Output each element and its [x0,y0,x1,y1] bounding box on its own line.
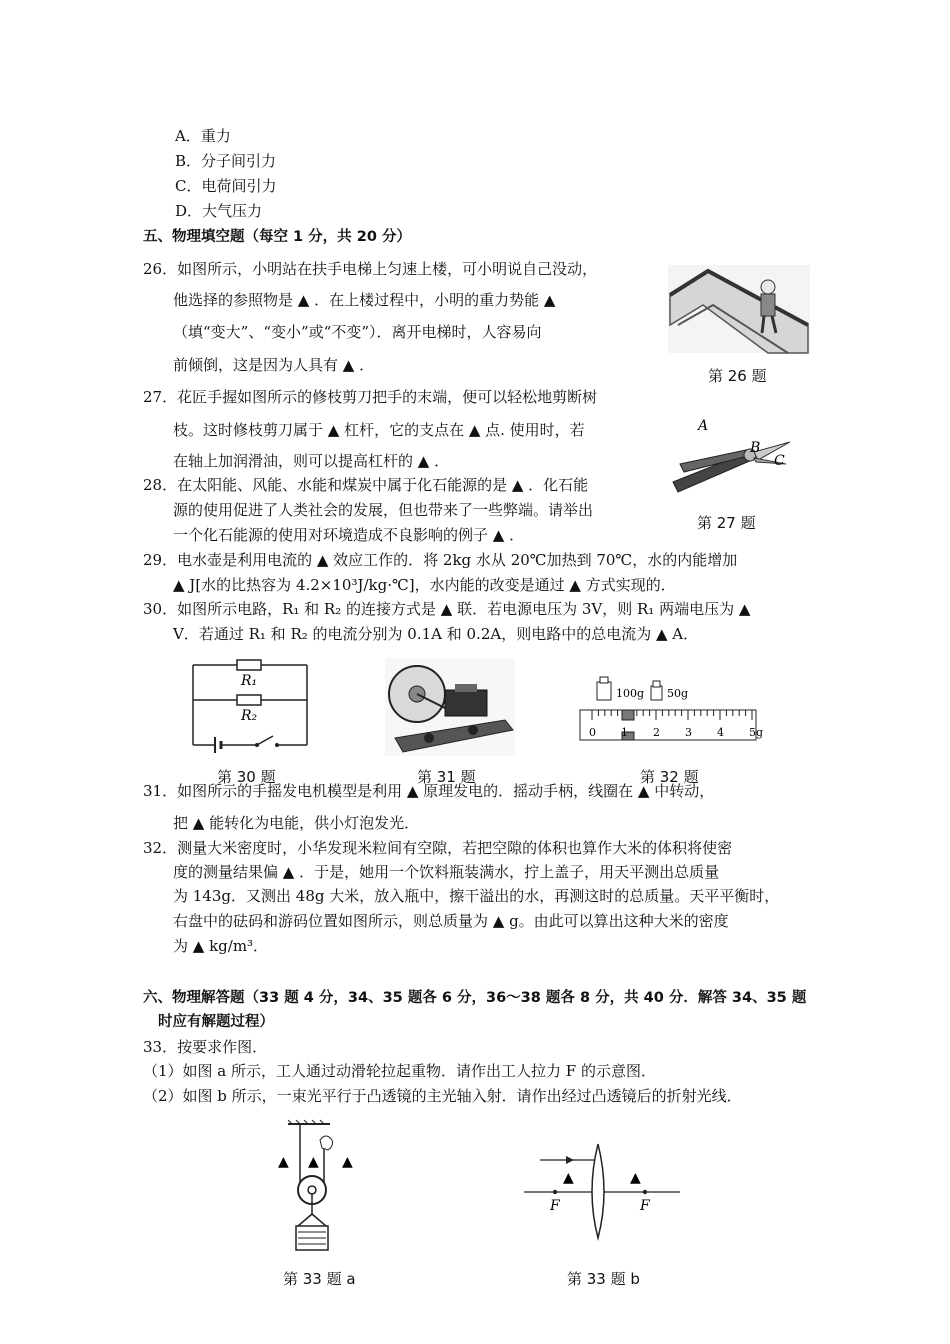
balance-beam-figure [578,672,764,744]
label-c: C [774,453,785,469]
q26-line-4: 前倾倒，这是因为人具有 ▲ ． [173,356,375,374]
option-b: B．分子间引力 [175,152,277,170]
option-d: D．大气压力 [175,202,263,220]
q30-caption: 第 30 题 [217,768,276,786]
hand-generator-figure [385,658,515,756]
q28-line-2: 源的使用促进了人类社会的发展，但也带来了一些弊端。请举出 [173,501,594,519]
scale-label: 0 [589,726,596,739]
focus-right: F [640,1198,650,1214]
q33-line-2: （1）如图 a 所示，工人通过动滑轮拉起重物．请作出工人拉力 F 的示意图． [143,1062,656,1080]
q31-line-1: 31．如图所示的手摇发电机模型是利用 ▲ 原理发电的．摇动手柄，线圈在 ▲ 中转动， [143,782,715,800]
q32-line-5: 为 ▲ kg/m³． [173,937,269,955]
q30-line-2: V．若通过 R₁ 和 R₂ 的电流分别为 0.1A 和 0.2A，则电路中的总电流为 ▲ A． [173,625,699,643]
q32-line-1: 32．测量大米密度时，小华发现米粒间有空隙，若把空隙的体积也算作大米的体积将使密 [143,839,733,857]
q32-line-4: 右盘中的砝码和游码位置如图所示，则总质量为 ▲ g。由此可以算出这种大米的密度 [173,912,729,930]
q33-line-3: （2）如图 b 所示，一束光平行于凸透镜的主光轴入射．请作出经过凸透镜后的折射光线． [143,1087,742,1105]
q33b-caption: 第 33 题 b [567,1270,640,1288]
label-a: A [698,418,709,434]
r2-label: R₂ [241,708,258,724]
option-a: A．重力 [175,127,231,145]
pulley-mark-1: ▲ [278,1154,289,1170]
q27-line-3: 在轴上加润滑油，则可以提高杠杆的 ▲ ． [173,452,450,470]
escalator-figure [668,265,810,353]
lens-mark-1: ▲ [563,1170,574,1186]
label-b: B [750,440,761,456]
convex-lens-figure [520,1140,685,1240]
scale-label: 1 [621,726,628,739]
pruning-shears-figure [668,412,798,498]
section-5-title: 五、物理填空题（每空 1 分，共 20 分） [143,229,411,245]
q33-line-1: 33．按要求作图． [143,1038,268,1056]
q32-line-3: 为 143g．又测出 48g 大米，放入瓶中，擦干溢出的水，再测这时的总质量。天平平衡时， [173,887,780,905]
circuit-figure [185,655,315,755]
q27-line-1: 27．花匠手握如图所示的修枝剪刀把手的末端，便可以轻松地剪断树 [143,388,598,406]
q29-line-2: ▲ J[水的比热容为 4.2×10³J/kg·℃]，水内能的改变是通过 ▲ 方式实现的． [173,576,676,594]
q32-caption: 第 32 题 [640,768,699,786]
section-6-title-1: 六、物理解答题（33 题 4 分，34、35 题各 6 分，36～38 题各 8 分，共 40 分．解答 34、35 题 [143,990,807,1006]
pulley-mark-3: ▲ [342,1154,353,1170]
pulley-figure [260,1118,370,1256]
section-6-title-2: 时应有解题过程） [158,1014,274,1030]
q32-line-2: 度的测量结果偏 ▲ ．于是，她用一个饮料瓶装满水，拧上盖子，用天平测出总质量 [173,863,720,881]
lens-mark-2: ▲ [630,1170,641,1186]
q29-line-1: 29．电水壶是利用电流的 ▲ 效应工作的．将 2kg 水从 20℃加热到 70℃，水的内能增加 [143,551,738,569]
q31-line-2: 把 ▲ 能转化为电能，供小灯泡发光． [173,814,420,832]
weight-100g-label: 100g [616,687,645,700]
pulley-mark-2: ▲ [308,1154,319,1170]
q33a-caption: 第 33 题 a [283,1270,356,1288]
q26-caption: 第 26 题 [708,367,767,385]
q28-line-3: 一个化石能源的使用对环境造成不良影响的例子 ▲ ． [173,526,525,544]
scale-label: 3 [685,726,692,739]
scale-label: 4 [717,726,724,739]
q26-line-2: 他选择的参照物是 ▲ ．在上楼过程中，小明的重力势能 ▲ [173,291,556,309]
weight-50g-label: 50g [667,687,689,700]
scale-label: 5g [749,726,764,739]
q27-caption: 第 27 题 [697,514,756,532]
option-c: C．电荷间引力 [175,177,277,195]
q31-caption: 第 31 题 [417,768,476,786]
scale-label: 2 [653,726,660,739]
q26-line-1: 26．如图所示，小明站在扶手电梯上匀速上楼，可小明说自己没动， [143,260,598,278]
q28-line-1: 28．在太阳能、风能、水能和煤炭中属于化石能源的是 ▲ ．化石能 [143,476,589,494]
q30-line-1: 30．如图所示电路，R₁ 和 R₂ 的连接方式是 ▲ 联．若电源电压为 3V，则 R₁ 两端电压为 ▲ [143,600,751,618]
focus-left: F [550,1198,560,1214]
q26-line-3: （填“变大”、“变小”或“不变”）．离开电梯时，人容易向 [173,323,542,341]
q27-line-2: 枝。这时修枝剪刀属于 ▲ 杠杆，它的支点在 ▲ 点. 使用时，若 [173,421,585,439]
r1-label: R₁ [241,673,258,689]
